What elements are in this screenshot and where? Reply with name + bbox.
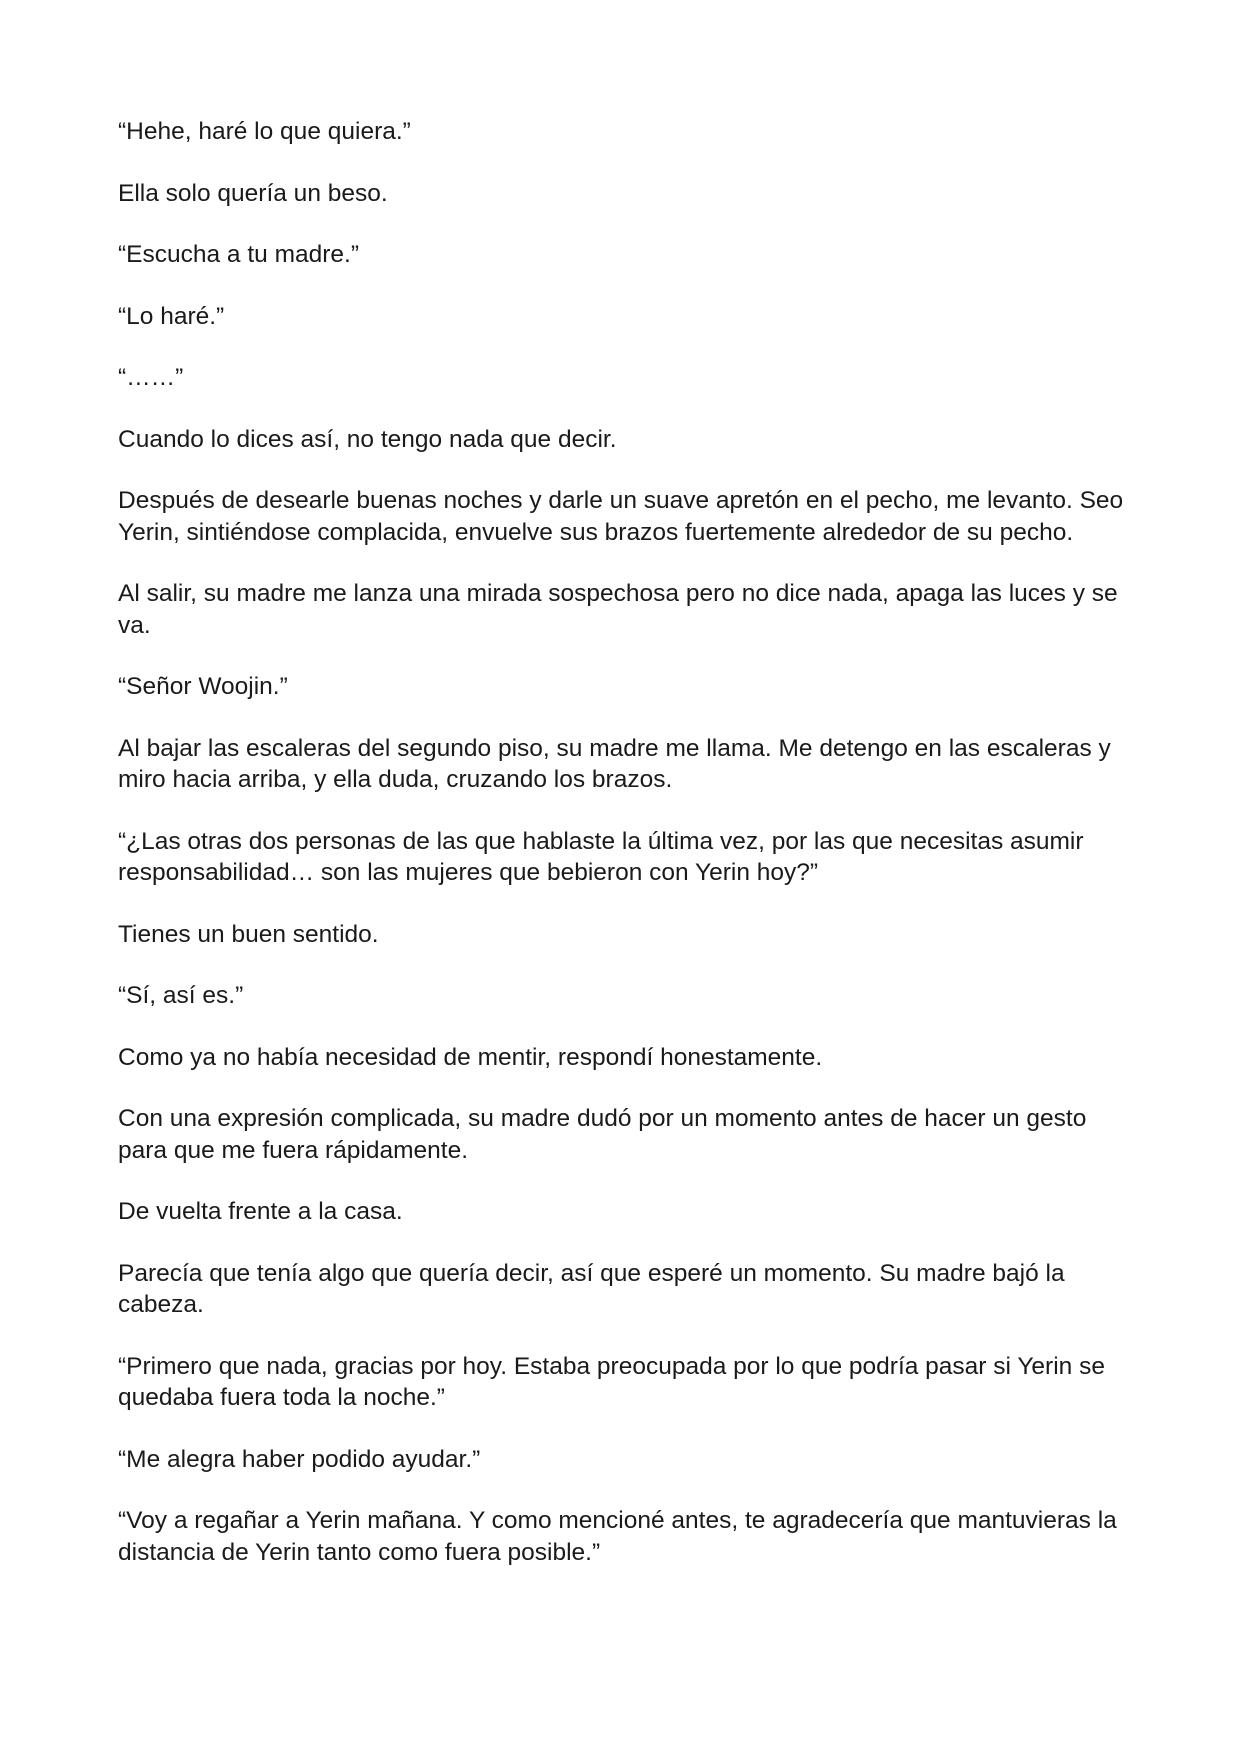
paragraph: Cuando lo dices así, no tengo nada que decir. (118, 425, 617, 453)
paragraph: Ella solo quería un beso. (118, 179, 388, 207)
paragraph: Parecía que tenía algo que quería decir, así que esperé un momento. Su madre bajó la cabeza. (118, 1259, 1065, 1318)
paragraph: “Escucha a tu madre.” (118, 241, 360, 268)
paragraph: “……” (118, 364, 184, 391)
paragraph: Tienes un buen sentido. (118, 920, 379, 948)
paragraph: “Hehe, haré lo que quiera.” (118, 118, 411, 145)
paragraph: Después de desearle buenas noches y darle un suave apretón en el pecho, me levanto. Seo Yerin, sintiéndose complacida, envuelve sus brazos fuertemente alrededor de su pecho. (118, 487, 1124, 546)
paragraph: De vuelta frente a la casa. (118, 1198, 403, 1225)
paragraph: Como ya no había necesidad de mentir, respondí honestamente. (118, 1043, 823, 1071)
paragraph: “Sí, así es.” (118, 982, 244, 1009)
paragraph: “Me alegra haber podido ayudar.” (118, 1445, 481, 1473)
paragraph: “Voy a regañar a Yerin mañana. Y como mencioné antes, te agradecería que mantuvieras la distancia de Yerin tanto como fuera posible.” (118, 1507, 1117, 1566)
paragraph: “¿Las otras dos personas de las que hablaste la última vez, por las que necesitas asumir responsabilidad… son las mujeres que bebieron con Yerin hoy?” (118, 827, 1084, 886)
text-body (118, 116, 1128, 1598)
paragraph: Al bajar las escaleras del segundo piso, su madre me llama. Me detengo en las escaleras y miro hacia arriba, y ella duda, cruzando los brazos. (118, 734, 1111, 793)
paragraph: Al salir, su madre me lanza una mirada sospechosa pero no dice nada, apaga las luces y se va. (118, 580, 1118, 639)
paragraph: “Lo haré.” (118, 302, 225, 330)
paragraph: Con una expresión complicada, su madre dudó por un momento antes de hacer un gesto para que me fuera rápidamente. (118, 1105, 1087, 1164)
paragraph: “Señor Woojin.” (118, 673, 288, 700)
paragraph: “Primero que nada, gracias por hoy. Estaba preocupada por lo que podría pasar si Yerin se quedaba fuera toda la noche.” (118, 1352, 1105, 1411)
